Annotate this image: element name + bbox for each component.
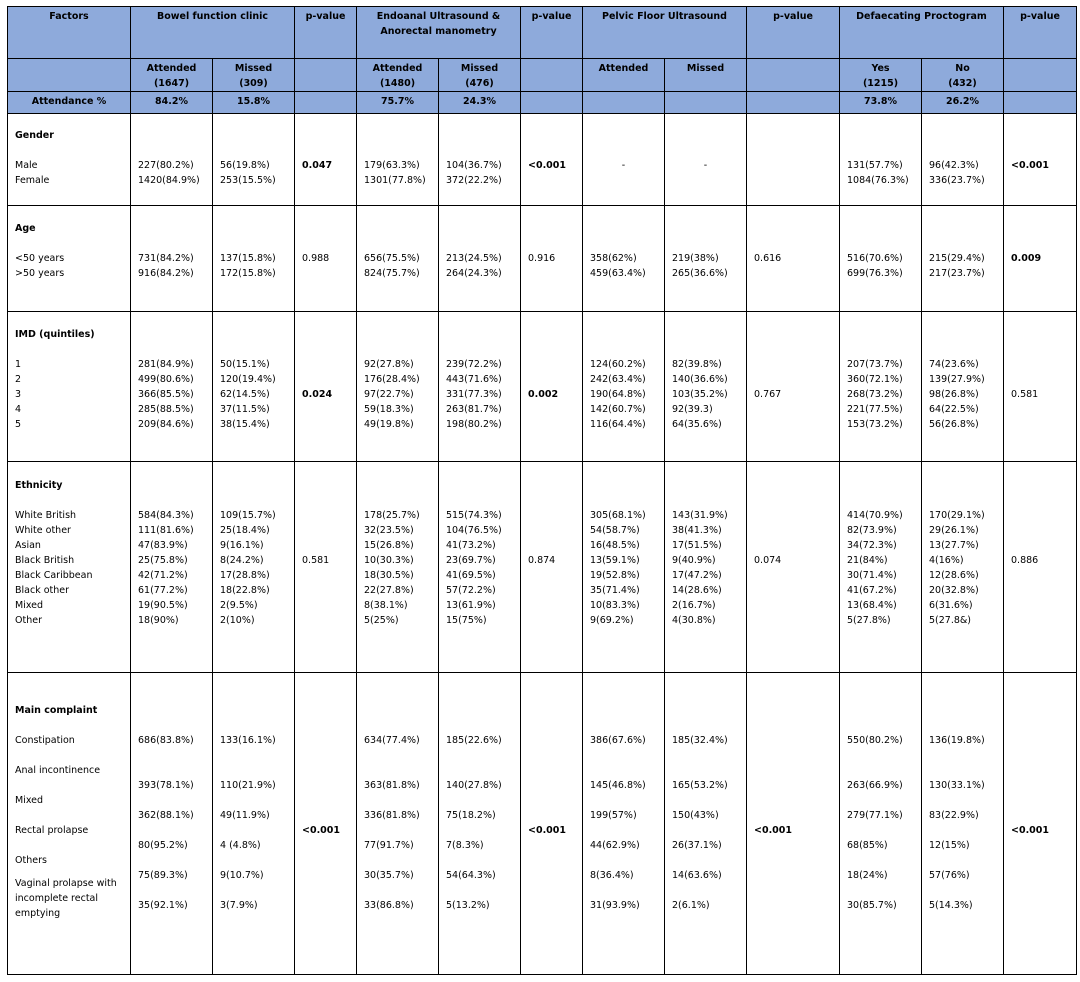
- subheader-row: [8, 59, 1077, 92]
- ethnicity-defaec-yes: 414(70.9%) 82(73.9%) 34(72.3%) 21(84%) 30(71.4%) 41(67.2%) 13(68.4%) 5(27.8%): [847, 510, 903, 626]
- imd-section: [8, 312, 1077, 462]
- gender-title: Gender: [15, 130, 54, 141]
- endoanal-header: Endoanal Ultrasound & Anorectal manometry: [357, 7, 521, 59]
- complaint-value: 165(53.2%): [672, 780, 728, 791]
- complaint-value: 49(11.9%): [220, 810, 270, 821]
- complaint-value: 136(19.8%): [929, 735, 985, 746]
- bowel-missed-header: Missed (309): [213, 59, 295, 92]
- imd-endo-missed: 239(72.2%) 443(71.6%) 331(77.3%) 263(81.7%) 198(80.2%): [446, 359, 502, 430]
- complaint-value: 686(83.8%): [138, 735, 194, 746]
- complaint-labels-cell: [8, 673, 131, 975]
- empty-cell: [8, 59, 131, 92]
- ethnicity-pelvic-attended: 305(68.1%) 54(58.7%) 16(48.5%) 13(59.1%) 19(52.8%) 35(71.4%) 10(83.3%) 9(69.2%): [590, 510, 646, 626]
- complaint-p1: <0.001: [302, 825, 341, 836]
- complaint-p2: <0.001: [528, 825, 567, 836]
- age-endo-attended: 656(75.5%) 824(75.7%): [364, 253, 420, 279]
- complaint-value: 5(13.2%): [446, 900, 490, 911]
- complaint-value: 57(76%): [929, 870, 970, 881]
- complaint-label: Rectal prolapse: [15, 825, 89, 836]
- imd-title: IMD (quintiles): [15, 329, 95, 340]
- imd-labels-cell: [8, 312, 131, 462]
- empty-cell: [1004, 59, 1077, 92]
- complaint-value: 263(66.9%): [847, 780, 903, 791]
- complaint-value: 363(81.8%): [364, 780, 420, 791]
- complaint-value: 30(85.7%): [847, 900, 897, 911]
- age-defaec-yes: 516(70.6%) 699(76.3%): [847, 253, 903, 279]
- attendance-label: Attendance %: [8, 92, 131, 114]
- complaint-value: 199(57%): [590, 810, 637, 821]
- defaec-yes-header: Yes (1215): [840, 59, 922, 92]
- bowel-clinic-header: Bowel function clinic: [131, 7, 295, 59]
- imd-p4: 0.581: [1011, 389, 1039, 400]
- age-p4: 0.009: [1011, 253, 1042, 264]
- defaec-no-header: No (432): [922, 59, 1004, 92]
- ethnicity-endo-missed: 515(74.3%) 104(76.5%) 41(73.2%) 23(69.7%) 41(69.5%) 57(72.2%) 13(61.9%) 15(75%): [446, 510, 502, 626]
- ethnicity-defaec-no: 170(29.1%) 29(26.1%) 13(27.7%) 4(16%) 12(28.6%) 20(32.8%) 6(31.6%) 5(27.8&): [929, 510, 985, 626]
- complaint-value: 83(22.9%): [929, 810, 979, 821]
- complaint-value: 80(95.2%): [138, 840, 188, 851]
- complaint-endo-missed: [439, 673, 521, 975]
- age-bowel-missed: 137(15.8%) 172(15.8%): [220, 253, 276, 279]
- ethnicity-labels-cell: [8, 462, 131, 673]
- pelvic-floor-header: Pelvic Floor Ultrasound: [583, 7, 747, 59]
- bowel-attended-pct: 84.2%: [131, 92, 213, 114]
- ethnicity-endo-attended: 178(25.7%) 32(23.5%) 15(26.8%) 10(30.3%) 18(30.5%) 22(27.8%) 8(38.1%) 5(25%): [364, 510, 420, 626]
- gender-bowel-attended: 227(80.2%) 1420(84.9%): [138, 160, 200, 186]
- empty-cell: [747, 59, 840, 92]
- complaint-defaec-no: [922, 673, 1004, 975]
- imd-bowel-missed: 50(15.1%) 120(19.4%) 62(14.5%) 37(11.5%) 38(15.4%): [220, 359, 276, 430]
- attendance-row: [8, 92, 1077, 114]
- complaint-value: 4 (4.8%): [220, 840, 261, 851]
- ethnicity-bowel-missed: 109(15.7%) 25(18.4%) 9(16.1%) 8(24.2%) 17(28.8%) 18(22.8%) 2(9.5%) 2(10%): [220, 510, 276, 626]
- p-value-header: p-value: [1004, 7, 1077, 59]
- endo-missed-pct: 24.3%: [439, 92, 521, 114]
- empty-cell: [295, 59, 357, 92]
- ethnicity-p3: 0.074: [754, 555, 782, 566]
- age-section: [8, 206, 1077, 312]
- imd-defaec-yes: 207(73.7%) 360(72.1%) 268(73.2%) 221(77.5%) 153(73.2%): [847, 359, 903, 430]
- complaint-value: 35(92.1%): [138, 900, 188, 911]
- endo-attended-header: Attended (1480): [357, 59, 439, 92]
- ethnicity-section: [8, 462, 1077, 673]
- age-p2: 0.916: [528, 253, 556, 264]
- age-defaec-no: 215(29.4%) 217(23.7%): [929, 253, 985, 279]
- gender-defaec-yes: 131(57.7%) 1084(76.3%): [847, 160, 909, 186]
- gender-section: [8, 114, 1077, 206]
- gender-defaec-no: 96(42.3%) 336(23.7%): [929, 160, 985, 186]
- ethnicity-p4: 0.886: [1011, 555, 1039, 566]
- gender-p4: <0.001: [1011, 160, 1050, 171]
- complaint-value: 9(10.7%): [220, 870, 264, 881]
- gender-p3: [754, 114, 839, 158]
- age-title: Age: [15, 223, 36, 234]
- complaint-label: Others: [15, 855, 47, 866]
- imd-p3: 0.767: [754, 389, 782, 400]
- complaint-value: 185(22.6%): [446, 735, 502, 746]
- complaint-value: 68(85%): [847, 840, 888, 851]
- ethnicity-p2: 0.874: [528, 555, 556, 566]
- complaint-value: 77(91.7%): [364, 840, 414, 851]
- complaint-value: 279(77.1%): [847, 810, 903, 821]
- complaint-value: 75(18.2%): [446, 810, 496, 821]
- complaint-value: 12(15%): [929, 840, 970, 851]
- factors-header: Factors: [8, 7, 131, 59]
- complaint-value: 31(93.9%): [590, 900, 640, 911]
- gender-p1: 0.047: [302, 160, 333, 171]
- gender-bowel-missed: 56(19.8%) 253(15.5%): [220, 160, 276, 186]
- complaint-value: 3(7.9%): [220, 900, 258, 911]
- imd-labels: 1 2 3 4 5: [15, 359, 22, 430]
- complaint-bowel-attended: [131, 673, 213, 975]
- complaint-value: 14(63.6%): [672, 870, 722, 881]
- age-labels: <50 years >50 years: [15, 253, 65, 279]
- empty-cell: [583, 92, 665, 114]
- ethnicity-pelvic-missed: 143(31.9%) 38(41.3%) 17(51.5%) 9(40.9%) 17(47.2%) 14(28.6%) 2(16.7%) 4(30.8%): [672, 510, 728, 626]
- complaint-p4: <0.001: [1011, 825, 1050, 836]
- complaint-value: 130(33.1%): [929, 780, 985, 791]
- complaint-p3: <0.001: [754, 825, 793, 836]
- complaint-value: 33(86.8%): [364, 900, 414, 911]
- defaec-no-pct: 26.2%: [922, 92, 1004, 114]
- bowel-missed-pct: 15.8%: [213, 92, 295, 114]
- complaint-value: 54(64.3%): [446, 870, 496, 881]
- complaint-defaec-yes: [840, 673, 922, 975]
- gender-endo-missed: 104(36.7%) 372(22.2%): [446, 160, 502, 186]
- complaint-value: 185(32.4%): [672, 735, 728, 746]
- defaec-yes-pct: 73.8%: [840, 92, 922, 114]
- empty-cell: [295, 92, 357, 114]
- complaint-value: 26(37.1%): [672, 840, 722, 851]
- complaint-section: [8, 673, 1077, 975]
- complaint-pelvic-missed: [665, 673, 747, 975]
- complaint-label: Constipation: [15, 735, 75, 746]
- imd-defaec-no: 74(23.6%) 139(27.9%) 98(26.8%) 64(22.5%) 56(26.8%): [929, 359, 985, 430]
- age-labels-cell: [8, 206, 131, 312]
- complaint-label: Anal incontinence: [15, 765, 101, 776]
- imd-p2: 0.002: [528, 389, 559, 400]
- header-row: [8, 7, 1077, 59]
- empty-cell: [665, 92, 747, 114]
- complaint-value: 133(16.1%): [220, 735, 276, 746]
- ethnicity-labels: White British White other Asian Black British Black Caribbean Black other Mixed Other: [15, 510, 93, 626]
- age-bowel-attended: 731(84.2%) 916(84.2%): [138, 253, 194, 279]
- p-value-header: p-value: [521, 7, 583, 59]
- complaint-value: 7(8.3%): [446, 840, 484, 851]
- empty-cell: [521, 59, 583, 92]
- complaint-value: 5(14.3%): [929, 900, 973, 911]
- complaint-value: 140(27.8%): [446, 780, 502, 791]
- complaint-value: 336(81.8%): [364, 810, 420, 821]
- complaint-value: 362(88.1%): [138, 810, 194, 821]
- complaint-label: Vaginal prolapse with incomplete rectal emptying: [15, 878, 117, 919]
- complaint-pelvic-attended: [583, 673, 665, 975]
- complaint-value: 634(77.4%): [364, 735, 420, 746]
- age-pelvic-missed: 219(38%) 265(36.6%): [672, 253, 728, 279]
- complaint-value: 2(6.1%): [672, 900, 710, 911]
- complaint-value: 393(78.1%): [138, 780, 194, 791]
- empty-cell: [747, 92, 840, 114]
- complaint-endo-attended: [357, 673, 439, 975]
- age-p3: 0.616: [754, 253, 782, 264]
- complaint-value: 550(80.2%): [847, 735, 903, 746]
- ethnicity-bowel-attended: 584(84.3%) 111(81.6%) 47(83.9%) 25(75.8%) 42(71.2%) 61(77.2%) 19(90.5%) 18(90%): [138, 510, 194, 626]
- complaint-title: Main complaint: [15, 705, 98, 716]
- ethnicity-title: Ethnicity: [15, 480, 63, 491]
- pelvic-attended-header: Attended: [583, 59, 665, 92]
- p-value-header: p-value: [747, 7, 840, 59]
- gender-p2: <0.001: [528, 160, 567, 171]
- age-endo-missed: 213(24.5%) 264(24.3%): [446, 253, 502, 279]
- gender-pelvic-missed: -: [703, 160, 708, 171]
- imd-p1: 0.024: [302, 389, 333, 400]
- age-p1: 0.988: [302, 253, 330, 264]
- age-pelvic-attended: 358(62%) 459(63.4%): [590, 253, 646, 279]
- complaint-value: 386(67.6%): [590, 735, 646, 746]
- complaint-value: 150(43%): [672, 810, 719, 821]
- imd-endo-attended: 92(27.8%) 176(28.4%) 97(22.7%) 59(18.3%) 49(19.8%): [364, 359, 420, 430]
- imd-pelvic-missed: 82(39.8%) 140(36.6%) 103(35.2%) 92(39.3) 64(35.6%): [672, 359, 728, 430]
- bowel-attended-header: Attended (1647): [131, 59, 213, 92]
- complaint-value: 44(62.9%): [590, 840, 640, 851]
- complaint-value: 145(46.8%): [590, 780, 646, 791]
- demographics-table: [7, 6, 1077, 975]
- gender-pelvic-attended: -: [621, 160, 626, 171]
- pelvic-missed-header: Missed: [665, 59, 747, 92]
- gender-labels: Male Female: [15, 160, 50, 186]
- complaint-value: 30(35.7%): [364, 870, 414, 881]
- complaint-bowel-missed: [213, 673, 295, 975]
- complaint-label: Mixed: [15, 795, 44, 806]
- defaecating-header: Defaecating Proctogram: [840, 7, 1004, 59]
- gender-labels-cell: [8, 114, 131, 206]
- imd-bowel-attended: 281(84.9%) 499(80.6%) 366(85.5%) 285(88.5%) 209(84.6%): [138, 359, 194, 430]
- ethnicity-p1: 0.581: [302, 555, 330, 566]
- gender-endo-attended: 179(63.3%) 1301(77.8%): [364, 160, 426, 186]
- imd-pelvic-attended: 124(60.2%) 242(63.4%) 190(64.8%) 142(60.7%) 116(64.4%): [590, 359, 646, 430]
- complaint-value: 110(21.9%): [220, 780, 276, 791]
- empty-cell: [521, 92, 583, 114]
- endo-missed-header: Missed (476): [439, 59, 521, 92]
- endo-attended-pct: 75.7%: [357, 92, 439, 114]
- complaint-value: 18(24%): [847, 870, 888, 881]
- complaint-value: 75(89.3%): [138, 870, 188, 881]
- p-value-header: p-value: [295, 7, 357, 59]
- complaint-value: 8(36.4%): [590, 870, 634, 881]
- empty-cell: [1004, 92, 1077, 114]
